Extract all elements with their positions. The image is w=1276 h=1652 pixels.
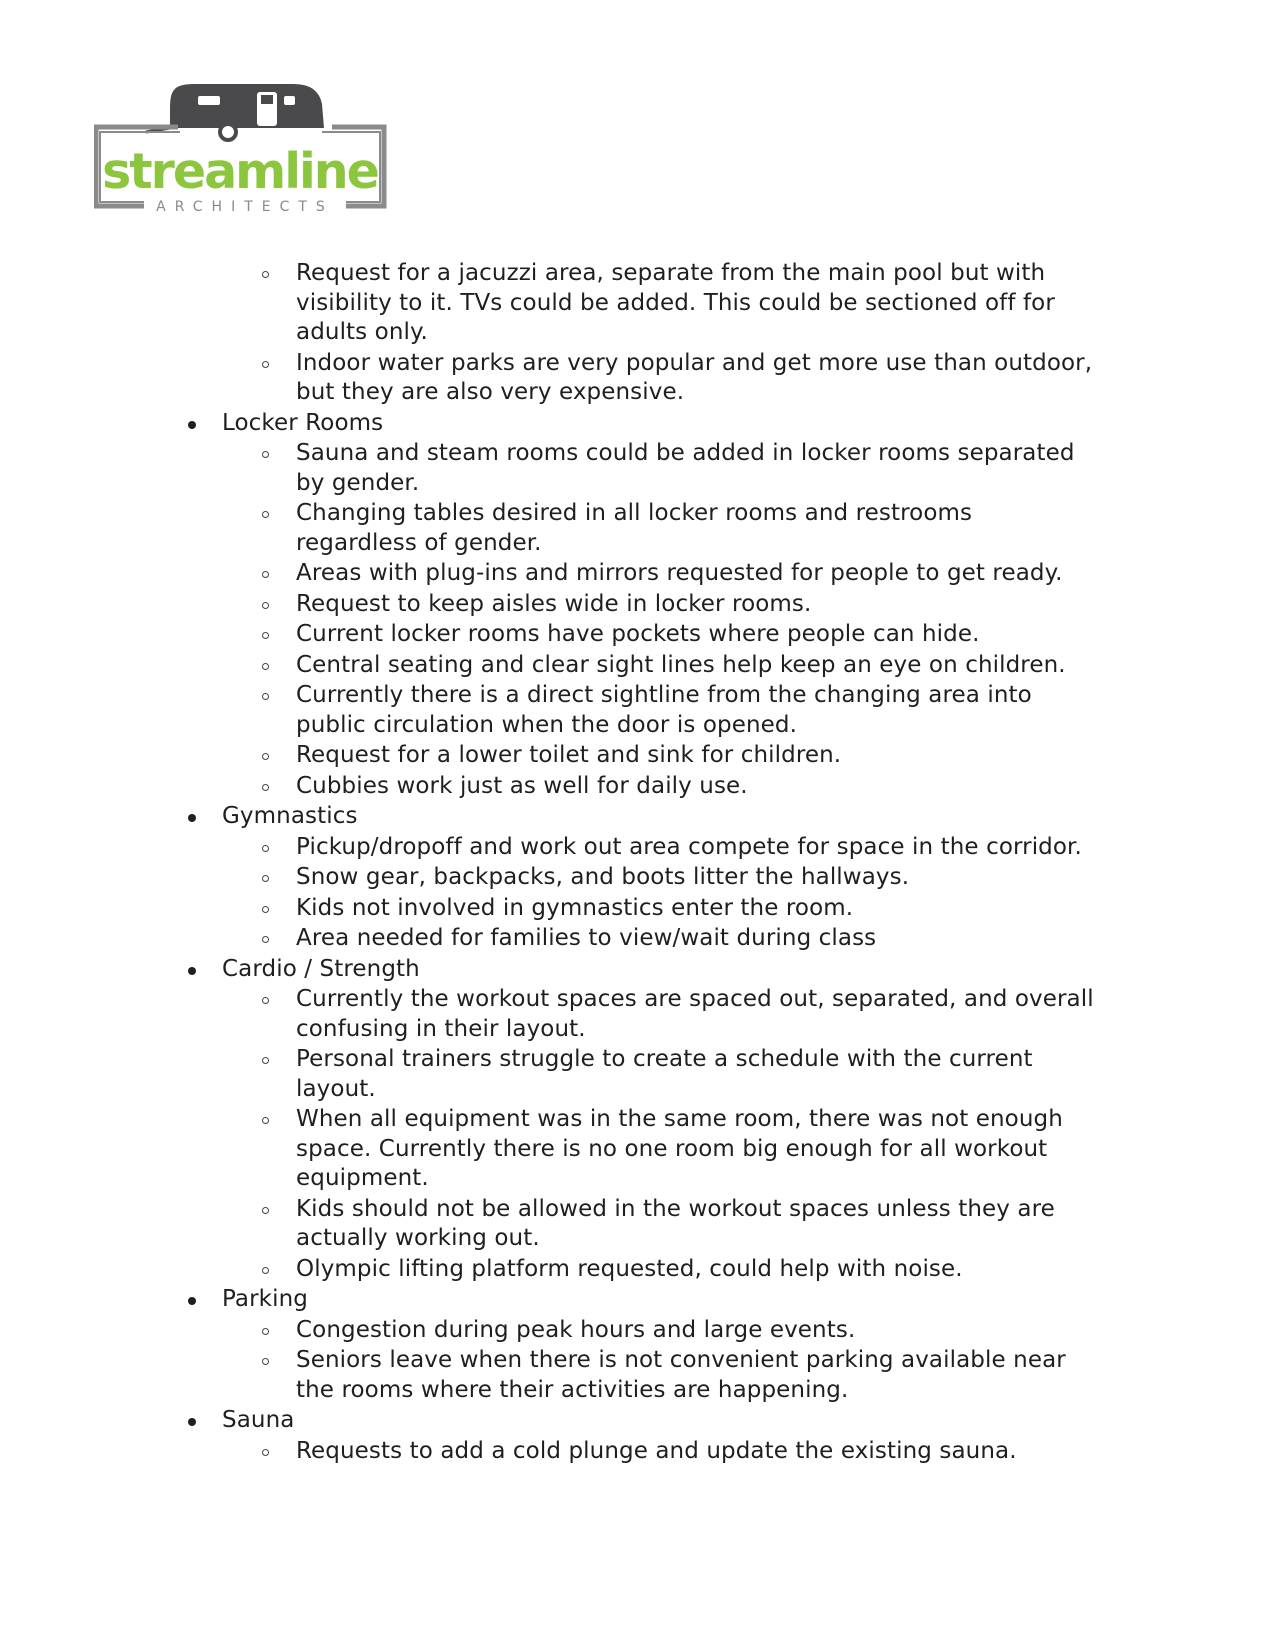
list-item-text: Request for a lower toilet and sink for children.	[296, 742, 842, 768]
list-item	[0, 409, 1276, 439]
list-item-text: Sauna and steam rooms could be added in locker rooms separated	[296, 440, 1075, 466]
bullet-icon	[188, 1297, 196, 1305]
list-item-text: Current locker rooms have pockets where people can hide.	[296, 621, 980, 647]
bullet-icon	[188, 1418, 196, 1426]
hollow-bullet-icon	[262, 1267, 269, 1274]
hollow-bullet-icon	[262, 1358, 269, 1365]
sub-list-item	[0, 772, 1276, 802]
sub-list-item	[0, 559, 1276, 589]
hollow-bullet-icon	[262, 571, 269, 578]
list-item-text: adults only.	[296, 319, 428, 345]
list-item-continuation	[0, 1376, 1276, 1406]
list-item-text: visibility to it. TVs could be added. This could be sectioned off for	[296, 289, 1055, 316]
list-item-text: space. Currently there is no one room big enough for all workout	[296, 1135, 1048, 1162]
sub-list-item	[0, 439, 1276, 469]
list-item-continuation	[0, 318, 1276, 348]
list-item-text: Personal trainers struggle to create a schedule with the current	[296, 1046, 1033, 1072]
hollow-bullet-icon	[262, 1117, 269, 1124]
sub-list-item	[0, 590, 1276, 620]
sub-list-item	[0, 259, 1276, 289]
hollow-bullet-icon	[262, 906, 269, 913]
list-item-text: When all equipment was in the same room, there was not enough	[296, 1106, 1063, 1132]
list-item-text: Kids should not be allowed in the workout spaces unless they are	[296, 1195, 1055, 1222]
sub-list-item	[0, 1105, 1276, 1135]
hollow-bullet-icon	[262, 663, 269, 670]
list-item-text: Parking	[222, 1286, 308, 1312]
list-item-text: Currently the workout spaces are spaced out, separated, and overall	[296, 986, 1094, 1012]
list-item-continuation	[0, 1075, 1276, 1105]
sub-list-item	[0, 349, 1276, 379]
notes-list	[0, 258, 1276, 1466]
list-item	[0, 1406, 1276, 1436]
list-item	[0, 955, 1276, 985]
list-item-text: Olympic lifting platform requested, could help with noise.	[296, 1255, 963, 1282]
list-item-continuation	[0, 1015, 1276, 1045]
list-item-text: Sauna	[222, 1407, 295, 1433]
hollow-bullet-icon	[262, 936, 269, 943]
bullet-icon	[188, 967, 196, 975]
hollow-bullet-icon	[262, 511, 269, 518]
hollow-bullet-icon	[262, 997, 269, 1004]
sub-list-item	[0, 833, 1276, 863]
list-item-text: Snow gear, backpacks, and boots litter the hallways.	[296, 864, 910, 890]
company-logo	[94, 82, 404, 222]
list-item-continuation	[0, 711, 1276, 741]
list-item-continuation	[0, 378, 1276, 408]
hollow-bullet-icon	[262, 875, 269, 882]
hollow-bullet-icon	[262, 602, 269, 609]
list-item-text: the rooms where their activities are happening.	[296, 1376, 849, 1403]
list-item-text: Seniors leave when there is not convenient parking available near	[296, 1347, 1066, 1373]
list-item-continuation	[0, 1224, 1276, 1254]
hollow-bullet-icon	[262, 271, 269, 278]
list-item-continuation	[0, 1164, 1276, 1194]
list-item-continuation	[0, 469, 1276, 499]
sub-list-item	[0, 894, 1276, 924]
list-item-text: Requests to add a cold plunge and update the existing sauna.	[296, 1437, 1017, 1464]
hollow-bullet-icon	[262, 845, 269, 852]
sub-list-item	[0, 985, 1276, 1015]
list-item-text: Gymnastics	[222, 803, 358, 829]
hollow-bullet-icon	[262, 753, 269, 760]
camper-trailer-icon	[94, 82, 404, 222]
hollow-bullet-icon	[262, 693, 269, 700]
hollow-bullet-icon	[262, 1057, 269, 1064]
sub-list-item	[0, 499, 1276, 529]
list-item-text: regardless of gender.	[296, 529, 542, 556]
sub-list-item	[0, 863, 1276, 893]
list-item-text: Changing tables desired in all locker rooms and restrooms	[296, 500, 973, 526]
list-item-text: Central seating and clear sight lines help keep an eye on children.	[296, 651, 1066, 678]
bullet-icon	[188, 421, 196, 429]
sub-list-item	[0, 681, 1276, 711]
list-item-text: Request to keep aisles wide in locker rooms.	[296, 590, 812, 617]
list-item-text: Pickup/dropoff and work out area compete for space in the corridor.	[296, 833, 1082, 860]
list-item-text: Indoor water parks are very popular and get more use than outdoor,	[296, 349, 1093, 376]
sub-list-item	[0, 1437, 1276, 1467]
sub-list-item	[0, 924, 1276, 954]
hollow-bullet-icon	[262, 451, 269, 458]
list-item-text: Request for a jacuzzi area, separate from the main pool but with	[296, 260, 1046, 286]
list-item-continuation	[0, 1135, 1276, 1165]
sub-list-item	[0, 1045, 1276, 1075]
sub-list-item	[0, 1195, 1276, 1225]
sub-list-item	[0, 1316, 1276, 1346]
sub-list-item	[0, 651, 1276, 681]
list-item-continuation	[0, 289, 1276, 319]
list-item-text: Cardio / Strength	[222, 955, 420, 982]
list-item-text: by gender.	[296, 469, 420, 496]
list-item-text: Congestion during peak hours and large events.	[296, 1316, 856, 1343]
list-item-text: Locker Rooms	[222, 409, 384, 436]
list-item-text: but they are also very expensive.	[296, 379, 685, 405]
list-item-text: equipment.	[296, 1165, 429, 1191]
sub-list-item	[0, 1346, 1276, 1376]
logo-wordmark: streamline	[102, 143, 378, 200]
list-item-text: Kids not involved in gymnastics enter the room.	[296, 894, 854, 921]
list-item-text: public circulation when the door is opened.	[296, 711, 798, 738]
hollow-bullet-icon	[262, 1449, 269, 1456]
sub-list-item	[0, 1255, 1276, 1285]
sub-list-item	[0, 620, 1276, 650]
hollow-bullet-icon	[262, 1328, 269, 1335]
hollow-bullet-icon	[262, 632, 269, 639]
list-item-text: confusing in their layout.	[296, 1015, 586, 1042]
list-item-text: Areas with plug-ins and mirrors requested for people to get ready.	[296, 560, 1063, 586]
logo-subtitle: ARCHITECTS	[156, 199, 334, 215]
list-item	[0, 1285, 1276, 1315]
list-item-continuation	[0, 529, 1276, 559]
bullet-icon	[188, 814, 196, 822]
list-item	[0, 802, 1276, 832]
hollow-bullet-icon	[262, 1207, 269, 1214]
list-item-text: actually working out.	[296, 1225, 540, 1251]
list-item-text: Cubbies work just as well for daily use.	[296, 772, 748, 799]
list-item-text: Currently there is a direct sightline from the changing area into	[296, 682, 1032, 708]
list-item-text: layout.	[296, 1075, 376, 1102]
list-item-text: Area needed for families to view/wait during class	[296, 925, 877, 951]
sub-list-item	[0, 741, 1276, 771]
hollow-bullet-icon	[262, 361, 269, 368]
hollow-bullet-icon	[262, 784, 269, 791]
